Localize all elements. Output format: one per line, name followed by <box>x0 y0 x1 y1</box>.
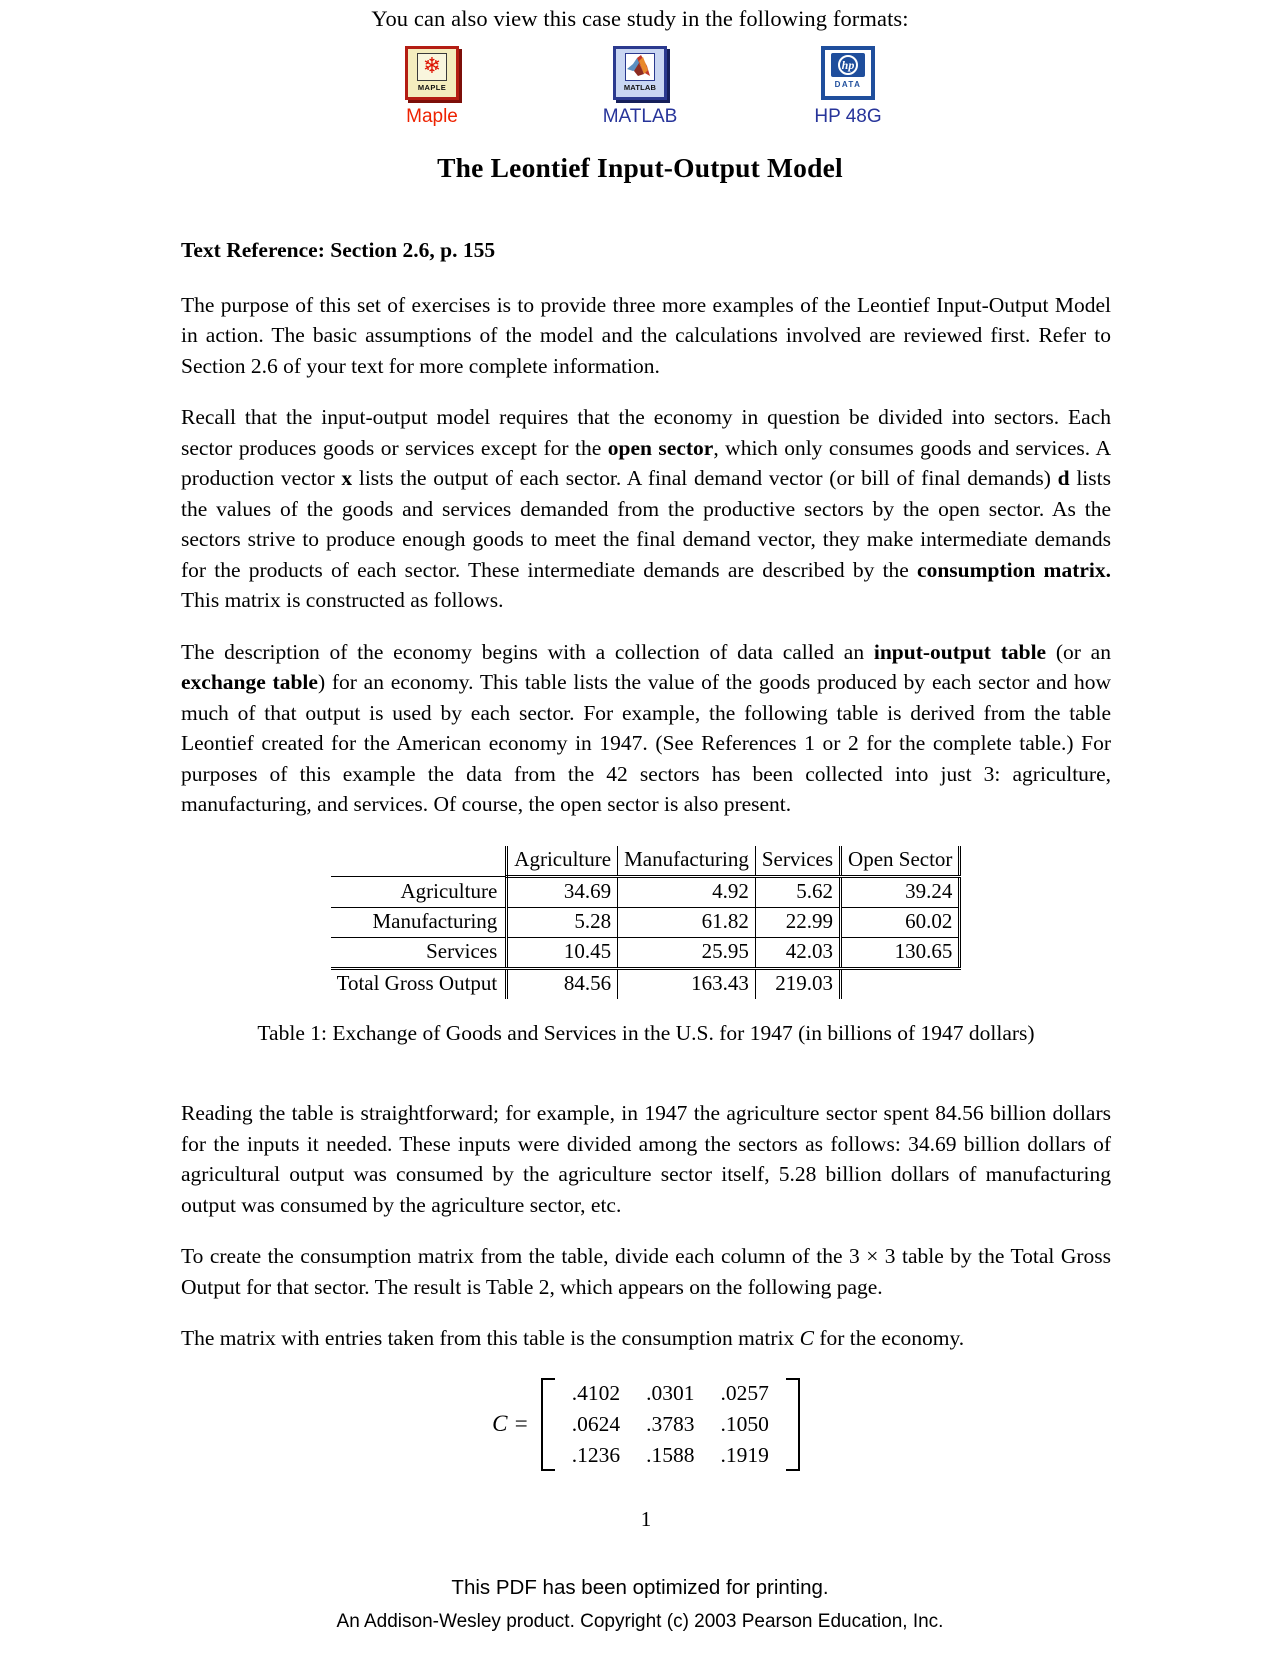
col-header-services: Services <box>755 846 840 877</box>
maple-file-icon[interactable] <box>405 46 459 100</box>
matrix-cell-0-2: .0257 <box>720 1380 769 1405</box>
paragraph-6 <box>181 1323 1111 1354</box>
term-input-output-table: input-output table <box>873 639 1047 664</box>
cell-total-manu: 163.43 <box>618 969 756 1000</box>
format-link-maple[interactable] <box>367 46 497 126</box>
maple-icon-label: MAPLE <box>417 82 447 92</box>
table-right-edge-cell <box>960 908 962 938</box>
vector-x: x <box>341 466 353 491</box>
matrix-cell-2-0: .1236 <box>571 1442 621 1467</box>
hp-data-icon[interactable] <box>821 46 875 100</box>
paragraph-5 <box>181 1241 1111 1302</box>
matrix-row <box>559 1409 782 1440</box>
matrix-cell-1-0: .0624 <box>571 1411 621 1436</box>
matlab-membrane-box <box>625 53 655 81</box>
format-label-matlab[interactable]: MATLAB <box>602 105 678 127</box>
cell-total-serv: 219.03 <box>755 969 840 1000</box>
p6-seg-a: The matrix with entries taken from this table is the consumption matrix <box>181 1326 800 1351</box>
maple-leaf-glyph: ❄ <box>422 52 442 78</box>
exchange-table-body <box>331 877 962 1000</box>
p6-seg-c: for the economy. <box>813 1326 965 1351</box>
cell-agri-open: 39.24 <box>841 877 960 908</box>
cell-serv-agri: 10.45 <box>507 938 618 969</box>
term-consumption-matrix: consumption matrix. <box>917 557 1111 582</box>
hp-logo-badge <box>831 53 865 77</box>
document-body <box>169 238 1111 1532</box>
p2-seg-i: This matrix is constructed as follows. <box>181 588 504 613</box>
row-header-total-gross-output: Total Gross Output <box>336 971 498 995</box>
matrix-brackets <box>541 1378 800 1471</box>
p2-seg-a: Recall that the input-output model requires that the economy in question be divided into sectors. Each sector produces goods or services except for the <box>181 405 1111 460</box>
math-3x3: 3 × 3 <box>849 1244 896 1269</box>
paragraph-1: The purpose of this set of exercises is to provide three more examples of the Leontief Input-Output Model in action. The basic assumptions of the model and the calculations involved are reviewed first. Refer to Section 2.6 of your text for more complete information. <box>181 292 1111 378</box>
matrix-cell-1-2: .1050 <box>720 1411 769 1436</box>
cell-total-agri: 84.56 <box>507 969 618 1000</box>
table-right-edge-cell <box>960 969 962 1000</box>
p3-seg-a: The description of the economy begins with a collection of data called an <box>181 639 874 664</box>
table-row <box>331 938 962 969</box>
text-reference-heading: Text Reference: Section 2.6, p. 155 <box>181 237 496 262</box>
table-right-edge-cell <box>960 877 962 908</box>
matrix-left-bracket <box>541 1378 555 1471</box>
p2-seg-e: lists the output of each sector. A final demand vector (or bill of final demands) <box>352 466 1058 491</box>
table-row <box>331 877 962 908</box>
vector-d: d <box>1057 466 1070 491</box>
p3-seg-e: ) for an economy. This table lists the value of the goods produced by each sector and how much of that output is used by each sector. For example, the following table is derived from the table Leontief created for the American economy in 1947. (See References 1 or 2 for the complete table.) For purposes of this example the data from the 42 sectors has been collected into just 3: agriculture, manufacturing, and services. Of course, the open sector is also present. <box>181 670 1111 817</box>
consumption-matrix-block <box>181 1378 1111 1471</box>
paragraph-4: Reading the table is straightforward; for example, in 1947 the agriculture sector spent 84.56 billion dollars for the inputs it needed. These inputs were divided among the sectors as follows: 34.69 billion dollars of agricultural output was consumed by the agriculture sector itself, 5.28 billion dollars of manufacturing output was consumed by the agriculture sector, etc. <box>181 1101 1111 1217</box>
paragraph-3 <box>181 637 1111 820</box>
cell-agri-manu: 4.92 <box>618 877 756 908</box>
matrix-cell-2-1: .1588 <box>646 1442 695 1467</box>
page-footer <box>0 1576 1280 1633</box>
cell-manu-serv: 22.99 <box>755 908 840 938</box>
matrix-row <box>559 1440 782 1471</box>
paragraph-2 <box>181 402 1111 616</box>
matrix-equals: = <box>513 1411 529 1437</box>
col-header-manufacturing: Manufacturing <box>618 846 756 877</box>
term-open-sector: open sector <box>607 435 714 460</box>
cell-serv-manu: 25.95 <box>618 938 756 969</box>
p2-seg-g: lists the values of the goods and services demanded from the productive sectors by the open sector. As the sectors strive to produce enough goods to meet the final demand vector, they make intermediate demands for the products of each sector. These intermediate demands are described by the <box>181 466 1111 582</box>
row-header-manufacturing: Manufacturing <box>331 908 507 938</box>
format-link-hp48g[interactable] <box>783 46 913 126</box>
cell-agri-serv: 5.62 <box>755 877 840 908</box>
cell-manu-manu: 61.82 <box>618 908 756 938</box>
matrix-row <box>559 1378 782 1409</box>
matlab-file-icon[interactable] <box>613 46 667 100</box>
col-header-open-sector: Open Sector <box>841 846 960 877</box>
format-label-hp48g[interactable]: HP 48G <box>814 105 882 127</box>
p5-seg-c: table by the Total Gross Output for that sector. The result is Table 2, which appears on the following page. <box>181 1244 1111 1299</box>
row-header-agriculture: Agriculture <box>331 877 507 908</box>
page-title: The Leontief Input-Output Model <box>437 151 843 183</box>
cell-serv-open: 130.65 <box>841 938 960 969</box>
col-header-agriculture: Agriculture <box>507 846 618 877</box>
cell-manu-open: 60.02 <box>841 908 960 938</box>
exchange-table-head <box>331 846 962 877</box>
p5-seg-a: To create the consumption matrix from the table, divide each column of the <box>181 1244 850 1269</box>
format-link-matlab[interactable] <box>575 46 705 126</box>
table-corner-cell <box>331 846 507 877</box>
cell-agri-agri: 34.69 <box>507 877 618 908</box>
term-exchange-table: exchange table <box>181 670 318 695</box>
p2-seg-c: , which only consumes goods and services. A production vector <box>181 435 1111 491</box>
table-caption: Table 1: Exchange of Goods and Services in the U.S. for 1947 (in billions of 1947 dollars) <box>257 1021 1035 1045</box>
matrix-label-c <box>492 1411 529 1437</box>
table-row <box>331 908 962 938</box>
cell-total-open <box>841 969 960 1000</box>
cell-manu-agri: 5.28 <box>507 908 618 938</box>
format-label-maple[interactable]: Maple <box>406 105 458 127</box>
format-links-row <box>0 46 1280 126</box>
table-header-row <box>331 846 962 877</box>
row-header-services: Services <box>331 938 507 969</box>
matrix-symbol-c: C <box>799 1326 814 1351</box>
hp-logo-glyph: hp <box>838 55 858 75</box>
matrix-cell-1-1: .3783 <box>646 1411 695 1436</box>
table-total-row <box>331 969 962 1000</box>
matrix-right-bracket <box>786 1378 800 1471</box>
exchange-table-wrapper <box>181 846 1111 999</box>
matrix-cell-0-0: .4102 <box>571 1380 621 1405</box>
matlab-membrane-glyph <box>626 54 653 79</box>
table-right-edge-head <box>960 846 962 877</box>
matrix-cell-2-2: .1919 <box>720 1442 769 1467</box>
consumption-matrix <box>559 1378 782 1471</box>
footer-print-notice: This PDF has been optimized for printing. <box>451 1575 829 1599</box>
page-number: 1 <box>640 1506 652 1531</box>
formats-intro-text: You can also view this case study in the following formats: <box>371 6 909 31</box>
p3-seg-c: (or an <box>1046 639 1111 664</box>
table-right-edge-cell <box>960 938 962 969</box>
exchange-table <box>331 846 962 999</box>
matrix-cell-0-1: .0301 <box>646 1380 695 1405</box>
cell-serv-serv: 42.03 <box>755 938 840 969</box>
hp-icon-label: DATA <box>834 79 862 89</box>
footer-copyright: An Addison-Wesley product. Copyright (c) 2003 Pearson Education, Inc. <box>336 1610 944 1632</box>
matrix-name: C <box>492 1411 508 1437</box>
maple-leaf-box <box>417 53 447 81</box>
matlab-icon-label: MATLAB <box>623 82 657 92</box>
